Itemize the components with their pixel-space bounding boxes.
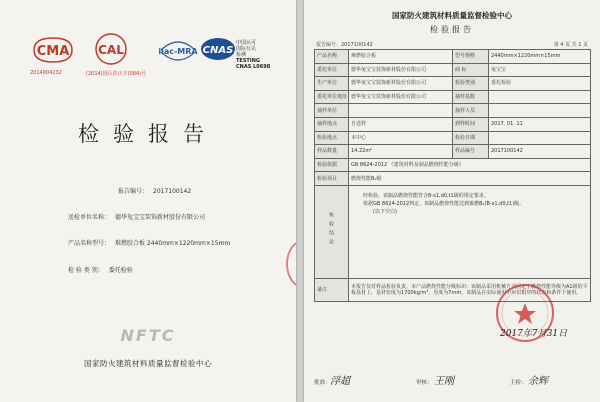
field-label: 委托单位: [315, 63, 349, 77]
entrusting-unit-label: 送检单位名称：: [68, 214, 111, 221]
review-signature: 王刚: [434, 376, 454, 387]
seal-edge-icon: [286, 240, 296, 288]
field-value: 兔宝宝: [489, 63, 591, 77]
test-signature: 余辉: [528, 376, 548, 387]
field-label: 样品数量: [315, 145, 349, 159]
field-label: 抽样地点: [315, 117, 349, 131]
cal-logo-icon: [94, 32, 128, 66]
cma-logo-caption: 2014004232: [30, 70, 62, 76]
report-title: 检验报告: [78, 122, 218, 146]
svg-text:CAL: CAL: [98, 43, 124, 57]
field-value: 14.22m²: [349, 145, 453, 159]
ilac-mra-logo-icon: [158, 34, 198, 66]
items-value: 燃烧性能B₁级: [349, 172, 591, 186]
detail-page-info: 第 4 页 共 1 页: [553, 42, 588, 48]
entrusting-unit-value: 德华兔宝宝装饰新材股份有限公司: [115, 214, 206, 221]
detail-org-name: 国家防火建筑材料质量监督检验中心: [392, 11, 512, 20]
inspection-category-value: 委托检验: [108, 267, 133, 274]
nftc-watermark: NFTC: [120, 326, 176, 345]
items-label: 检验项目: [315, 172, 349, 186]
approve-label: 批准：: [314, 380, 331, 386]
table-row: [315, 50, 591, 64]
field-value: [489, 90, 591, 104]
note-label: 备注: [315, 278, 349, 301]
field-label: 委托单位地址: [315, 90, 349, 104]
field-label: 检验类别: [453, 77, 489, 91]
table-row: [315, 104, 591, 118]
test-label: 主检：: [510, 380, 527, 386]
field-label: 抽样基数: [453, 90, 489, 104]
table-row: [315, 158, 591, 172]
note-text: 本报告仅对样品检验负责。本产品燃烧性能分级标识：该制品采用机械方式固定于燃烧性能等级为A1级的平板基材上，基材密度为1700kg/m³，厚度为7mm，该制品在实际使用中应以相应的状态和条件下使用。: [349, 278, 591, 301]
review-label: 审核：: [416, 380, 433, 386]
field-label: 型号规格: [453, 50, 489, 64]
report-detail-page: [304, 0, 600, 402]
report-number-label: 报告编号：: [118, 188, 149, 195]
field-value: 2017100142: [489, 145, 591, 159]
product-name-row: [68, 238, 230, 247]
table-row: [315, 63, 591, 77]
cma-logo-icon: [32, 36, 74, 66]
field-value: 委托检验: [489, 77, 591, 91]
conclusion-line: (以下空白): [373, 208, 397, 215]
table-row: [315, 117, 591, 131]
table-row: [315, 185, 591, 278]
report-number-value: 2017100142: [153, 188, 192, 195]
field-label: 样品编号: [453, 145, 489, 159]
table-row: [315, 131, 591, 145]
entrusting-unit-row: [68, 212, 205, 221]
field-label: 商 标: [453, 63, 489, 77]
field-value: 德华兔宝宝装饰新材股份有限公司: [349, 90, 453, 104]
approve-signature: 浮超: [330, 376, 350, 387]
inspection-category-row: [68, 265, 133, 274]
stamp-date: 2017年7月31日: [500, 329, 568, 339]
field-value: 自送样: [349, 117, 453, 131]
conclusion-line: 依据GB 8624-2012判定，该制品燃烧性能达到难燃B₁(B-s1,d0,t1)级。: [363, 200, 525, 207]
field-value: [489, 131, 591, 145]
field-label: 抽样人员: [453, 104, 489, 118]
table-row: [315, 90, 591, 104]
cal-logo-caption: (2014)国认监认字(084)号: [86, 71, 147, 77]
conclusion-label: 检验结论: [315, 185, 349, 278]
report-cover-page: [0, 0, 296, 402]
svg-text:CMA: CMA: [36, 44, 70, 59]
inspection-info-rows: [315, 50, 591, 159]
field-value: [349, 104, 453, 118]
product-name-label: 产品名称型号：: [68, 240, 111, 247]
cnas-logo-icon: [200, 36, 236, 62]
basis-label: 检验依据: [315, 158, 349, 172]
field-label: 抽样单位: [315, 104, 349, 118]
field-value: 难燃胶合板: [349, 50, 453, 64]
field-value: 2440mm×1220mm×15mm: [489, 50, 591, 64]
table-row: [315, 172, 591, 186]
detail-report-number: 报告编号：2017100142: [316, 42, 373, 48]
inspection-category-label: 检 验 类 别：: [68, 267, 104, 274]
report-number-row: [118, 186, 191, 195]
table-row: [315, 145, 591, 159]
issuing-center-name: 国家防火建筑材料质量监督检验中心: [84, 359, 212, 368]
field-value: 德华兔宝宝装饰新材股份有限公司: [349, 77, 453, 91]
field-label: 检验日期: [453, 131, 489, 145]
svg-text:CNAS: CNAS: [202, 45, 234, 56]
field-label: 生产单位: [315, 77, 349, 91]
detail-title: 检验报告: [430, 25, 474, 34]
conclusion-line: 经检验，该制品燃烧性能符合B-s1,d0,t1级的规定要求。: [363, 192, 489, 199]
field-value: 本中心: [349, 131, 453, 145]
basis-value: GB 8624-2012 《建筑材料及制品燃烧性能分级》: [349, 158, 591, 172]
field-label: 产品名称: [315, 50, 349, 64]
conclusion-text: [349, 185, 591, 278]
product-name-value: 难燃胶合板 2440mm×1220mm×15mm: [115, 240, 231, 247]
field-label: 检验地点: [315, 131, 349, 145]
field-value: 德华兔宝宝装饰新材股份有限公司: [349, 63, 453, 77]
table-row: [315, 77, 591, 91]
field-value: 2017. 01. 11: [489, 117, 591, 131]
field-value: [489, 104, 591, 118]
cnas-accreditation-text: 中国认可 国际互认 检测 TESTING CNAS L0698: [236, 40, 271, 70]
field-label: 到样时间: [453, 117, 489, 131]
svg-text:ilac-MRA: ilac-MRA: [158, 47, 198, 56]
inspection-table: [314, 49, 591, 302]
